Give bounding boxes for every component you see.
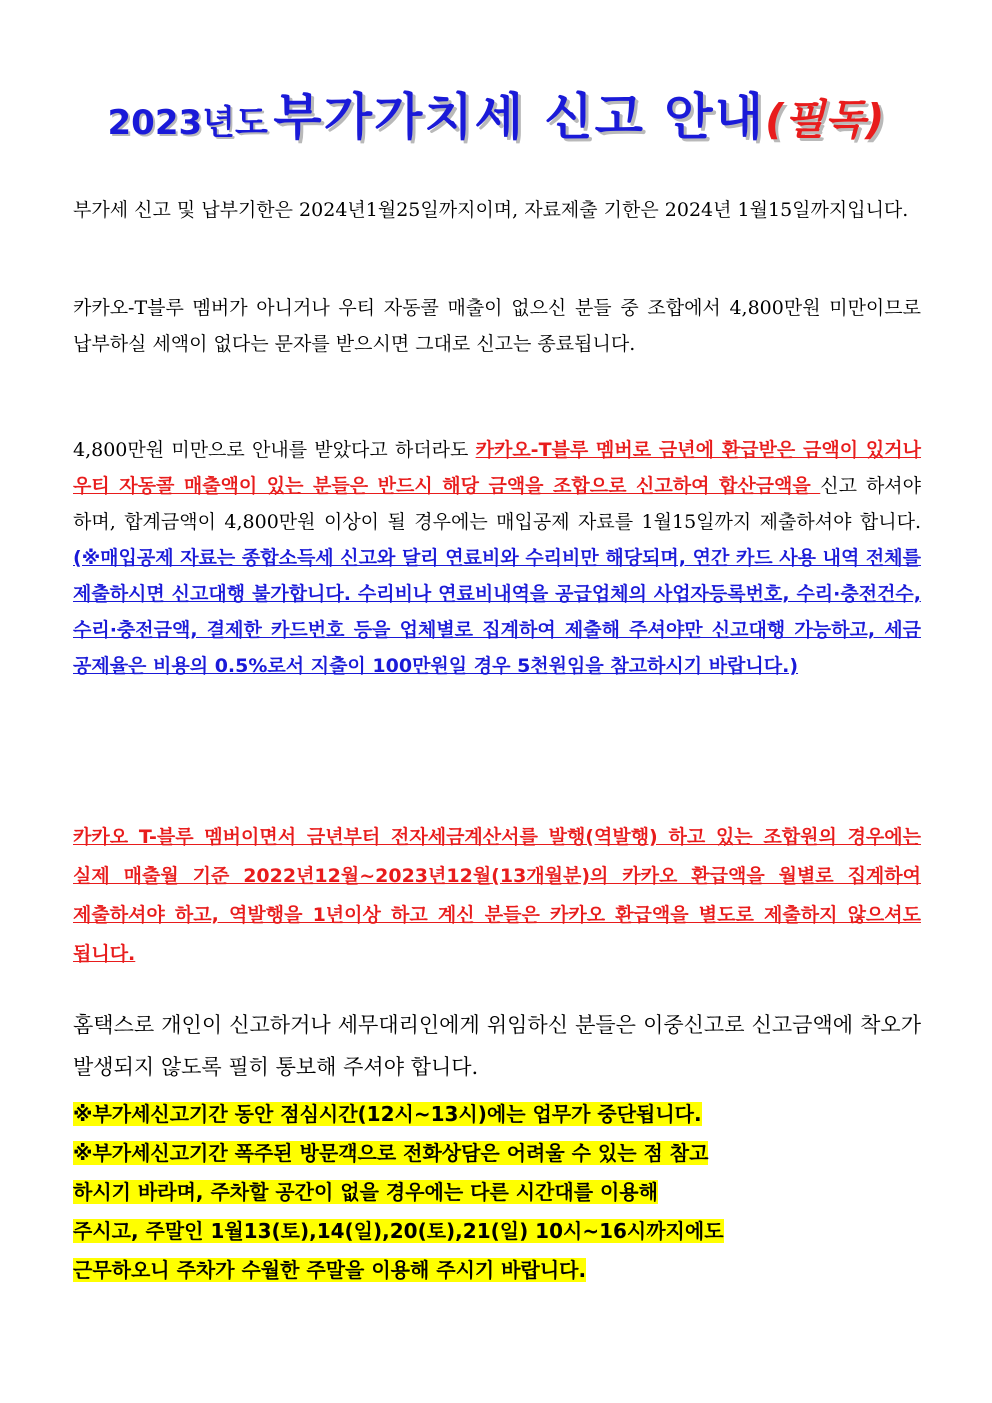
non-member-paragraph: 카카오-T블루 멤버가 아니거나 우티 자동콜 매출이 없으신 분들 중 조합에서 4,800만원 미만이므로 납부하실 세액이 없다는 문자를 받으시면 그대로 신고는 종료됩니다. (73, 297, 921, 355)
document-title (0, 88, 992, 146)
lunch-break-notice: ※부가세신고기간 동안 점심시간(12시~13시)에는 업무가 중단됩니다. (73, 1102, 702, 1126)
visitor-notice-line1: ※부가세신고기간 폭주된 방문객으로 전화상담은 어려울 수 있는 점 참고 (73, 1141, 709, 1165)
refund-report-paragraph (73, 432, 921, 684)
refund-report-lead: 4,800만원 미만으로 안내를 받았다고 하더라도 (73, 439, 476, 461)
refund-report-red-highlight: 카카오-T블루 멤버로 금년에 환급받은 금액이 있거나 우티 자동콜 매출액이 있는 분들은 반드시 해당 금액을 조합으로 신고하여 합산금액을 (73, 439, 921, 497)
office-notices (73, 1095, 921, 1290)
visitor-notice-line2: 하시기 바라며, 주차할 공간이 없을 경우에는 다른 시간대를 이용해 (73, 1180, 658, 1204)
title-must-read: (필독) (764, 95, 885, 144)
filing-deadline-paragraph: 부가세 신고 및 납부기한은 2024년1월25일까지이며, 자료제출 기한은 2024년 1월15일까지입니다. (73, 199, 909, 221)
hometax-paragraph: 홈택스로 개인이 신고하거나 세무대리인에게 위임하신 분들은 이중신고로 신고금액에 착오가 발생되지 않도록 필히 통보해 주셔야 합니다. (73, 1013, 921, 1079)
refund-report-middle: 신고 하셔야 하며, 합계금액이 4,800만원 이상이 될 경우에는 매입공제 자료를 1월15일까지 제출하셔야 합니다. (73, 475, 922, 533)
title-main: 부가가치세 신고 안내 (273, 88, 765, 146)
title-year: 2023년도 (107, 103, 268, 143)
visitor-notice-line4: 근무하오니 주차가 수월한 주말을 이용해 주시기 바랍니다. (73, 1258, 587, 1282)
e-invoice-paragraph (73, 818, 921, 974)
visitor-notice-line3: 주시고, 주말인 1월13(토),14(일),20(토),21(일) 10시~16시까지에도 (73, 1219, 724, 1243)
e-invoice-text: 카카오 T-블루 멤버이면서 금년부터 전자세금계산서를 발행(역발행) 하고 있는 조합원의 경우에는 실제 매출월 기준 2022년12월~2023년12월(13개월분)의 카카오 환급액을 월별로 집계하여 제출하셔야 하고, 역발행을 1년이상 하고 계신 분들은 카카오 환급액을 별도로 제출하지 않으셔도 됩니다. (73, 826, 921, 965)
purchase-deduction-note: (※매입공제 자료는 종합소득세 신고와 달리 연료비와 수리비만 해당되며, 연간 카드 사용 내역 전체를 제출하시면 신고대행 불가합니다. 수리비나 연료비내역을 공급업체의 사업자등록번호, 수리·충전건수, 수리·충전금액, 결제한 카드번호 등을 업체별로 집계하여 제출해 주셔야만 신고대행 가능하고, 세금 공제율은 비용의 0.5%로서 지출이 100만원일 경우 5천원임을 참고하시기 바랍니다.) (73, 547, 921, 677)
